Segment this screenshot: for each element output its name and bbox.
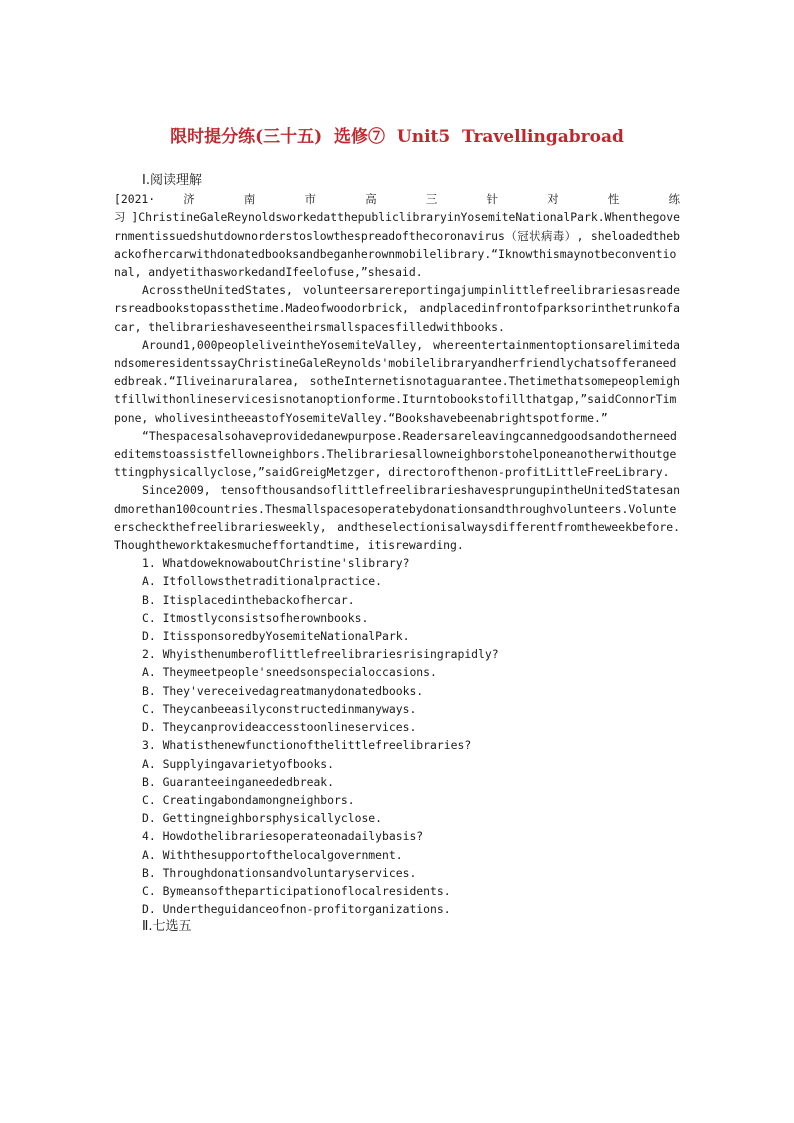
question-block <box>114 645 680 736</box>
answer-option: A. Itfollowsthetraditionalpractice. <box>142 574 383 589</box>
passage-paragraph: Around1,000peopleliveintheYosemiteValley, whereentertainmentoptionsarelimitedandsomeresidentssayChristineGaleReynolds'mobilelibraryandherfriendlychatsofferaneededbreak.“Iliveinaruralarea, sotheInternetisnotaguarantee.Thetimethatsomepeoplemightfillwithonlineservicesisnotanoptionforme.Iturntobookstofillthatgap,”saidConnorTimpone, wholivesintheeastofYosemiteValley.“Bookshavebeenabrightspotforme.” <box>114 337 680 425</box>
answer-option: A. Supplyingavarietyofbooks. <box>142 756 335 771</box>
answer-option: D. ItissponsoredbyYosemiteNationalPark. <box>142 629 410 644</box>
answer-option: A. Withthesupportofthelocalgovernment. <box>142 847 403 862</box>
question-block <box>114 736 680 827</box>
section-heading-reading: Ⅰ.阅读理解 <box>142 173 202 188</box>
question-stem: 2. Whyisthenumberoflittlefreelibrariesrisingrapidly? <box>142 647 499 662</box>
document-body <box>114 172 680 937</box>
passage-paragraph: 习]ChristineGaleReynoldsworkedatthepubliclibraryinYosemiteNationalPark.Whenthegovernmentissuedshutdownorderstoslowthespreadofthecoronavirus（冠状病毒）, sheloadedthebackofhercarwithdonatedbooksandbeganherownmobilelibrary.“Iknowthismaynotbeconventional, andyetithasworkedandIfeelofuse,”shesaid. <box>114 210 680 280</box>
passage-paragraph: “Thespacesalsohaveprovidedanewpurpose.Readersareleavingcannedgoodsandotherneededitemstoassistfellowneighbors.Thelibrariesallowneighborstohelponeanotherwithoutgettingphysicallyclose,”saidGreigMetzger, directorofthenon-profitLittleFreeLibrary. <box>114 428 677 480</box>
answer-option: B. They'vereceivedagreatmanydonatedbooks. <box>142 683 424 698</box>
passage-paragraph: Since2009, tensofthousandsoflittlefreelibrarieshavesprungupintheUnitedStatesandmorethan100countries.Thesmallspacesoperatebydonationsandthroughvolunteers.Volunteerscheckthefreelibrariesweekly, andtheselectionisalwaysdifferentfromtheweekbefore.Thoughtheworktakesmucheffortandtime, itisrewarding. <box>114 483 680 553</box>
answer-option: B. Throughdonationsandvoluntaryservices. <box>142 865 417 880</box>
passage-paragraph: AcrosstheUnitedStates, volunteersarereportingajumpinlittlefreelibrariesasreadersreadbookstopassthetime.Madeofwoodorbrick, andplacedinfrontofparksorinthetrunkofacar, thelibrarieshaveseentheirsmallspacesfilledwithbooks. <box>114 283 680 334</box>
question-block <box>114 827 680 918</box>
answer-option: D. Gettingneighborsphysicallyclose. <box>142 811 383 826</box>
answer-option: B. Guaranteeinganeededbreak. <box>142 774 335 789</box>
answer-option: B. Itisplacedinthebackofhercar. <box>142 592 355 607</box>
answer-option: C. Theycanbeeasilyconstructedinmanyways. <box>142 701 417 716</box>
answer-option: D. Undertheguidanceofnon-profitorganizations. <box>142 902 451 917</box>
question-stem: 1. WhatdoweknowaboutChristine'slibrary? <box>142 556 410 571</box>
answer-option: C. Itmostlyconsistsofherownbooks. <box>142 610 369 625</box>
section-heading-seven-choose-five: Ⅱ.七选五 <box>142 919 192 935</box>
question-block <box>114 554 680 645</box>
question-stem: 3. Whatisthenewfunctionofthelittlefreelibraries? <box>142 738 472 753</box>
page-title: 限时提分练(三十五) 选修⑦ Unit5 Travellingabroad <box>170 127 624 147</box>
question-stem: 4. Howdothelibrariesoperateonadailybasis? <box>142 829 424 844</box>
answer-option: D. Theycanprovideaccesstoonlineservices. <box>142 720 417 735</box>
answer-option: C. Bymeansoftheparticipationoflocalresidents. <box>142 883 451 898</box>
answer-option: C. Creatingabondamongneighbors. <box>142 792 355 807</box>
source-note: [2021· 济 南 市 高 三 针 对 性 练 <box>114 192 680 207</box>
answer-option: A. Theymeetpeople'sneedsonspecialoccasions. <box>142 665 437 680</box>
